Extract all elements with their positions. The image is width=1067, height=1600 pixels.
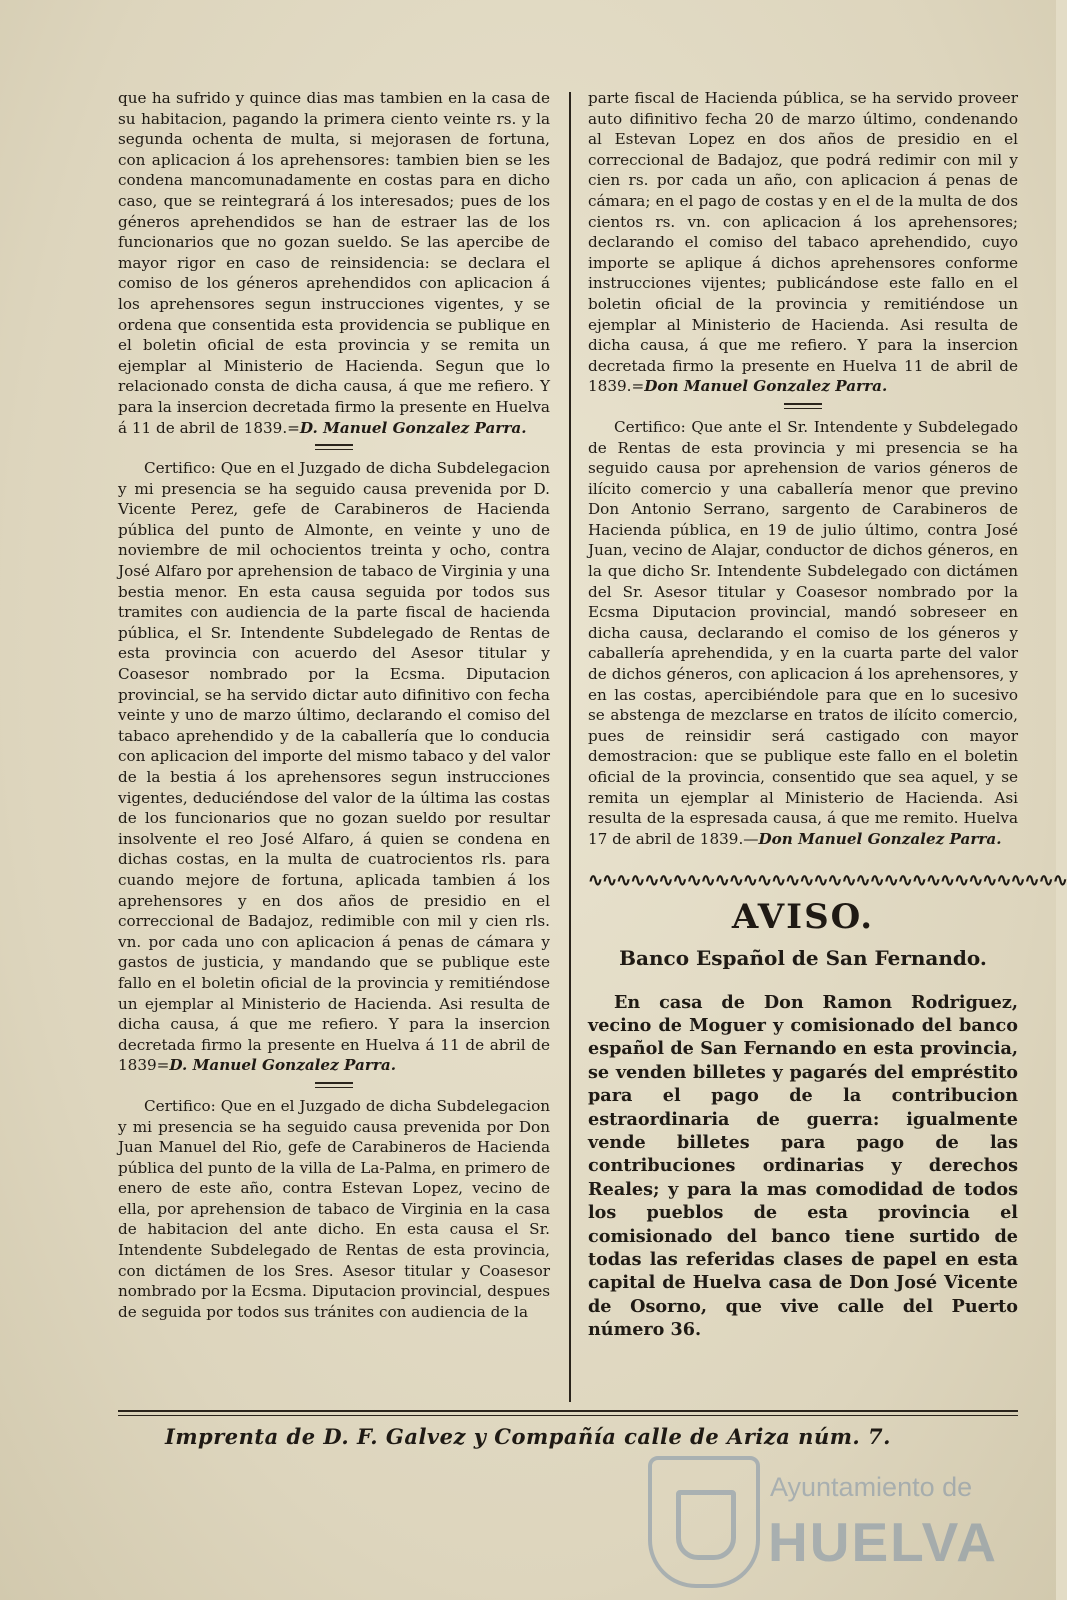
right-column [588, 88, 1067, 1342]
watermark-line-2: HUELVA [768, 1511, 998, 1573]
section-separator [315, 444, 353, 450]
aviso-body: En casa de Don Ramon Rodriguez, vecino de Moguer y comisionado del banco español de San Fernando en esta provincia, se venden billetes y pagarés del empréstito para el pago de la contribucion estraordinaria de guerra: igualmente vende billetes para pago de las contribuciones ordinarias y derechos Reales; y para la mas comodidad de todos los pueblos de esta provincia el comisionado del banco tiene surtido de todas las referidas clases de papel en esta capital de Huelva casa de Don José Vicente de Osorno, que vive calle del Puerto número 36. [588, 991, 1018, 1341]
left-paragraph-2-text: Certifico: Que en el Juzgado de dicha Subdelegacion y mi presencia se ha seguido causa prevenida por D. Vicente Perez, gefe de Carabineros de Hacienda pública del punto de Almonte, en veinte y uno de noviembre de mil ochocientos treinta y ocho, contra José Alfaro por aprehension de tabaco de Virginia y una bestia menor. En esta causa seguida por todos sus tramites con audiencia de la parte fiscal de hacienda pública, el Sr. Intendente Subdelegado de Rentas de esta provincia con acuerdo del Asesor titular y Coasesor nombrado por la Ecsma. Diputacion provincial, se ha servido dictar auto difinitivo con fecha veinte y uno de marzo último, declarando el comiso del tabaco aprehendido y de la caballería que lo conducia con aplicacion del importe del mismo tabaco y del valor de la bestia á los aprehensores segun instrucciones vigentes, deduciéndose del valor de la última las costas de los funcionarios que no gozan sueldo por resultar insolvente el reo José Alfaro, á quien se condena en dichas costas, en la multa de cuatrocientos rls. para cuando mejore de fortuna, aplicada tambien á los aprehensores y en dos años de presidio en el correccional de Badajoz, redimible con mil y cien rls. vn. por cada uno con aplicacion á penas de cámara y gastos de justicia, y mandando que se publique este fallo en el boletin oficial de la provincia y remitiéndose un ejemplar al Ministerio de Hacienda. Asi resulta de dicha causa, á que me refiero. Y para la insercion decretada firmo la presente en Huelva á 11 de abril de 1839= [118, 459, 550, 1075]
bank-heading: Banco Español de San Fernando. [619, 945, 987, 970]
right-paragraph-1 [588, 88, 1018, 397]
left-paragraph-3: Certifico: Que en el Juzgado de dicha Subdelegacion y mi presencia se ha seguido causa prevenida por Don Juan Manuel del Rio, gefe de Carabineros de Hacienda pública del punto de la villa de La-Palma, en primero de enero de este año, contra Estevan Lopez, vecino de ella, por aprehension de tabaco de Virginia en la casa de habitacion del ante dicho. En esta causa el Sr. Intendente Subdelegado de Rentas de esta provincia, con dictámen de los Sres. Asesor titular y Coasesor nombrado por la Ecsma. Diputacion provincial, despues de seguida por todos sus tránites con audiencia de la [118, 1096, 550, 1321]
right-paragraph-1-text: parte fiscal de Hacienda pública, se ha servido proveer auto difinitivo fecha 20 de marzo último, condenando al Estevan Lopez en dos años de presidio en el correccional de Badajoz, que podrá redimir con mil y cien rs. por cada un año, con aplicacion á penas de cámara; en el pago de costas y en el de la multa de dos cientos rs. vn. con aplicacion á los aprehensores; declarando el comiso del tabaco aprehendido, cuyo importe se aplique á dichos aprehensores conforme instrucciones vijentes; publicándose este fallo en el boletin oficial de la provincia y remitiéndose un ejemplar al Ministerio de Hacienda. Asi resulta de dicha causa, á que me refiero. Y para la insercion decretada firmo la presente en Huelva 11 de abril de 1839.= [588, 89, 1018, 396]
ornamental-wave-divider: ∿∿∿∿∿∿∿∿∿∿∿∿∿∿∿∿∿∿∿∿∿∿∿∿∿∿∿∿∿∿∿∿∿∿ [588, 870, 1067, 892]
aviso-heading: AVISO. [731, 897, 875, 938]
city-seal-icon [648, 1456, 760, 1588]
footer-rule [118, 1410, 1018, 1416]
watermark-line-1: Ayuntamiento de [770, 1472, 973, 1502]
left-signature-2: D. Manuel Gonzalez Parra. [169, 1056, 396, 1075]
section-separator [784, 403, 822, 409]
right-signature-1: Don Manuel Gonzalez Parra. [644, 377, 888, 396]
left-column [118, 88, 550, 1322]
left-paragraph-1 [118, 88, 550, 438]
printer-imprint: Imprenta de D. F. Galvez y Compañía calle de Ariza núm. 7. [165, 1424, 891, 1449]
archive-watermark [648, 1456, 1008, 1584]
left-signature-1: D. Manuel Gonzalez Parra. [299, 418, 527, 437]
right-paragraph-2-text: Certifico: Que ante el Sr. Intendente y Subdelegado de Rentas de esta provincia y mi presencia se ha seguido causa por aprehension de varios géneros de ilícito comercio y una caballería menor que previno Don Antonio Serrano, sargento de Carabineros de Hacienda pública, en 19 de julio último, contra José Juan, vecino de Alajar, conductor de dichos géneros, en la que dicho Sr. Intendente Subdelegado con dictámen del Sr. Asesor titular y Coasesor nombrado por la Ecsma Diputacion provincial, mandó sobreseer en dicha causa, declarando el comiso de los géneros y caballería aprehendida, y en la cuarta parte del valor de dichos géneros, con aplicacion á los aprehensores, y en las costas, apercibiéndole para que en lo sucesivo se abstenga de mezclarse en tratos de ilícito comercio, pues de reinsidir será castigado con mayor demostracion: que se publique este fallo en el boletin oficial de la provincia, consentido que sea aquel, y se remita un ejemplar al Ministerio de Hacienda. Asi resulta de la espresada causa, á que me remito. Huelva 17 de abril de 1839.— [588, 417, 1018, 848]
right-paragraph-2 [588, 417, 1018, 849]
section-separator [315, 1082, 353, 1088]
column-divider [569, 92, 571, 1402]
right-signature-2: Don Manuel Gonzalez Parra. [758, 829, 1002, 848]
left-paragraph-1-text: que ha sufrido y quince dias mas tambien en la casa de su habitacion, pagando la primera ciento veinte rs. y la segunda ochenta de multa, si mejorasen de fortuna, con aplicacion á los aprehensores: tambien bien se les condena mancomunadamente en costas para en dicho caso, que se reintegrará á los interesados; pues de los géneros aprehendidos se han de estraer las de los funcionarios que no gozan sueldo. Se las apercibe de mayor rigor en caso de reinsidencia: se declara el comiso de los géneros aprehendidos con aplicacion á los aprehensores segun instrucciones vigentes, y se ordena que consentida esta providencia se publique en el boletin oficial de esta provincia y se remita un ejemplar al Ministerio de Hacienda. Segun que lo relacionado consta de dicha causa, á que me refiero. Y para la insercion decretada firmo la presente en Huelva á 11 de abril de 1839.= [118, 89, 550, 437]
left-paragraph-2 [118, 458, 550, 1076]
